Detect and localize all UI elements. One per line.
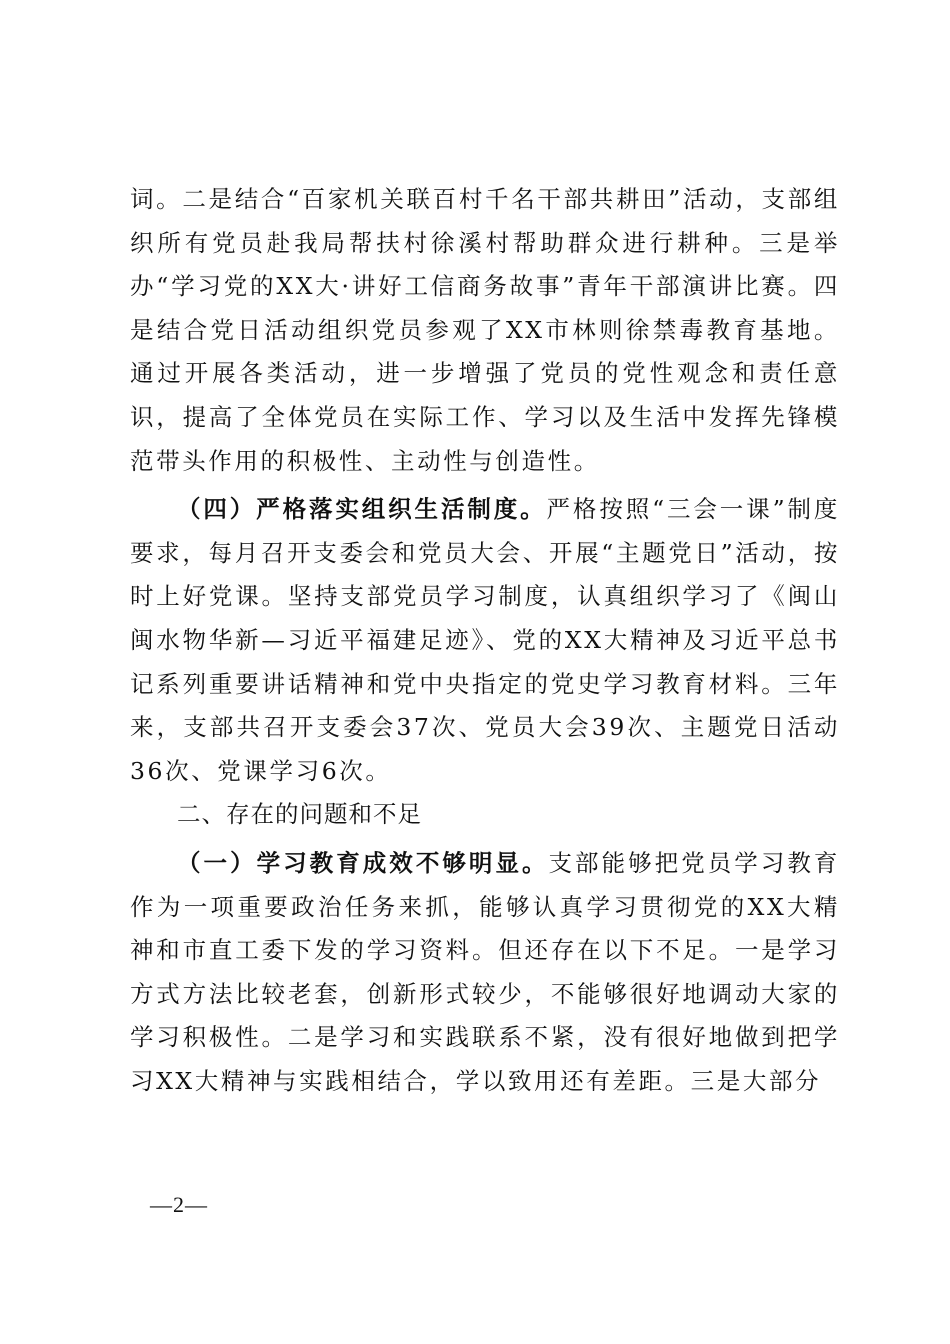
paragraph-body: 严格按照“三会一课”制度要求，每月召开支委会和党员大会、开展“主题党日”活动，按时上好党课。坚持支部党员学习制度，认真组织学习了《闽山闽水物华新—习近平福建足迹》、党的XX大精神及习近平总书记系列重要讲话精神和党中央指定的党史学习教育材料。三年来，支部共召开支委会37次、党员大会39次、主题党日活动36次、党课学习6次。 <box>130 495 840 785</box>
paragraph-lead: （一）学习教育成效不够明显。 <box>177 848 549 877</box>
paragraph-organization-life <box>130 488 840 793</box>
document-page <box>130 178 840 1103</box>
page-number: —2— <box>150 1192 208 1217</box>
paragraph-lead: （四）严格落实组织生活制度。 <box>177 495 547 524</box>
paragraph-learning-effect <box>130 842 840 1104</box>
section-heading: 二、存在的问题和不足 <box>177 800 422 829</box>
paragraph-body: 支部能够把党员学习教育作为一项重要政治任务来抓，能够认真学习贯彻党的XX大精神和市直工委下发的学习资料。但还存在以下不足。一是学习方式方法比较老套，创新形式较少，不能够很好地调动大家的学习积极性。二是学习和实践联系不紧，没有很好地做到把学习XX大精神与实践相结合，学以致用还有差距。三是大部分 <box>130 848 840 1095</box>
paragraph-activities: 词。二是结合“百家机关联百村千名干部共耕田”活动，支部组织所有党员赴我局帮扶村徐溪村帮助群众进行耕种。三是举办“学习党的XX大·讲好工信商务故事”青年干部演讲比赛。四是结合党日活动组织党员参观了XX市林则徐禁毒教育基地。通过开展各类活动，进一步增强了党员的党性观念和责任意识，提高了全体党员在实际工作、学习以及生活中发挥先锋模范带头作用的积极性、主动性与创造性。 <box>130 185 840 475</box>
